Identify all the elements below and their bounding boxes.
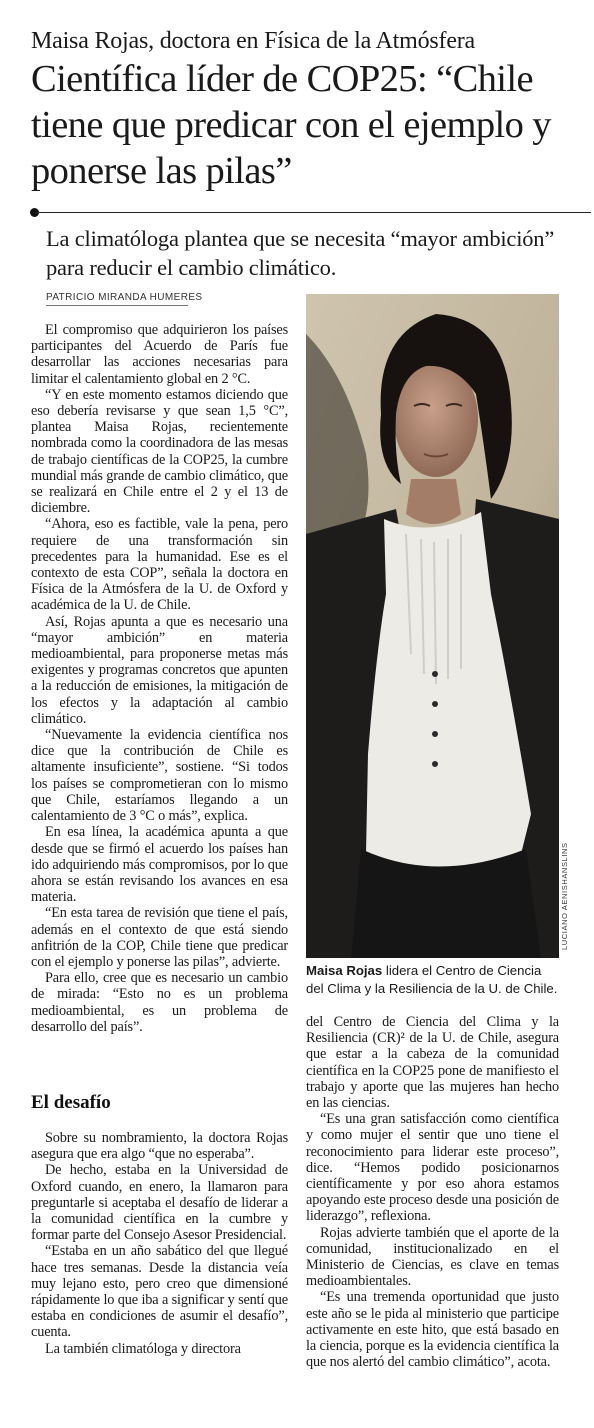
photo-credit: LUCIANO AENISHANSLINS (560, 842, 569, 950)
paragraph: “Y en este momento estamos diciendo que eso debería revisarse y que sean 1,5 °C”, plantea Maisa Rojas, recientemente nombrada como la coordinadora de las mesas de trabajo científicas de la COP25, la cumbre mundial más grande de cambio climático, que se realizará en Chile entre el 2 y el 13 de diciembre. (31, 386, 288, 517)
caption-name: Maisa Rojas (306, 963, 383, 978)
paragraph: “Es una tremenda oportunidad que justo este año se le pida al ministerio que participe activamente en este hito, que está basado en la ciencia, porque es la evidencia científica la que nos alertó del cambio climático”, acota. (306, 1289, 559, 1371)
paragraph: Para ello, cree que es necesario un cambio de mirada: “Esto no es un problema medioambiental, es un problema de desarrollo del país”. (31, 970, 288, 1035)
body-column-1 (31, 322, 288, 1035)
paragraph: De hecho, estaba en la Universidad de Oxford cuando, en enero, la llamaron para preguntarle si aceptaba el desafío de liderar a la comunidad científica en la cumbre y formar parte del Consejo Asesor Presidencial. (31, 1162, 288, 1244)
section-subhead: El desafío (31, 1092, 111, 1113)
paragraph: En esa línea, la académica apunta a que desde que se firmó el acuerdo los países han ido adquiriendo más compromisos, por lo que ahora se están revisando los avances en esa materia. (31, 824, 288, 906)
headline-rule (35, 212, 591, 213)
byline: PATRICIO MIRANDA HUMERES (46, 292, 203, 303)
caption-text: lidera el Centro de Ciencia del Clima y la Resiliencia de la U. de Chile. (306, 963, 558, 996)
article-kicker: Maisa Rojas, doctora en Física de la Atmósfera (31, 28, 476, 54)
paragraph: La también climatóloga y directora (45, 1340, 241, 1357)
byline-rule (46, 305, 188, 306)
paragraph: Rojas advierte también que el aporte de la comunidad, institucionalizado en el Ministerio de Ciencias, es clave en temas medioambientales. (306, 1224, 559, 1290)
body-column-2 (306, 1014, 559, 1370)
paragraph: Sobre su nombramiento, la doctora Rojas asegura que era algo “que no esperaba”. (31, 1130, 288, 1163)
article-headline: Científica líder de COP25: “Chile tiene que predicar con el ejemplo y ponerse las pilas” (31, 58, 551, 192)
body-column-1-lower (31, 1130, 288, 1357)
portrait-photo (306, 294, 559, 958)
paragraph: “Es una gran satisfacción como científica y como mujer el sentir que uno tiene el reconocimiento para liderar este proceso”, dice. “Hemos podido posicionarnos científicamente y por eso ahora estamos apoyando este proceso desde una posición de liderazgo”, reflexiona. (306, 1111, 559, 1225)
paragraph: Así, Rojas apunta a que es necesario una “mayor ambición” en materia medioambiental, para proponerse metas más exigentes y programas concretos que apunten a la reducción de emisiones, la mitigación de los efectos y la adaptación al cambio climático. (31, 613, 288, 727)
paragraph: “Nuevamente la evidencia científica nos dice que la contribución de Chile es altamente insuficiente”, sostiene. “Si todos los países se comprometieran con lo mismo que Chile, estaríamos llegando a un calentamiento de 3 °C o más”, explica. (31, 727, 288, 825)
paragraph: “Ahora, eso es factible, vale la pena, pero requiere de una transformación sin precedentes para la humanidad. Ese es el contexto de esta COP”, señala la doctora en Física de la Atmósfera de la U. de Oxford y académica de la U. de Chile. (31, 516, 288, 614)
photo-caption (306, 962, 562, 998)
paragraph: El compromiso que adquirieron los países participantes del Acuerdo de París fue desarrollar las acciones necesarias para limitar el calentamiento global en 2 °C. (31, 322, 288, 387)
paragraph: del Centro de Ciencia del Clima y la Resiliencia (CR)² de la U. de Chile, asegura que estar a la cabeza de la comunidad científica en la COP25 pone de manifiesto el trabajo y aporte que las mujeres han hecho en las ciencias. (306, 1014, 559, 1112)
article-deck: La climatóloga plantea que se necesita “mayor ambición” para reducir el cambio climático. (46, 226, 555, 280)
paragraph: “Estaba en un año sabático del que llegué hace tres semanas. Desde la distancia veía muy lejano esto, pero creo que dimensioné rápidamente lo que iba a significar y sentí que estaba en condiciones de asumir el desafío”, cuenta. (31, 1243, 288, 1341)
paragraph: “En esta tarea de revisión que tiene el país, además en el contexto de que está siendo anfitrión de la COP, Chile tiene que predicar con el ejemplo y ponerse las pilas”, advierte. (31, 905, 288, 970)
